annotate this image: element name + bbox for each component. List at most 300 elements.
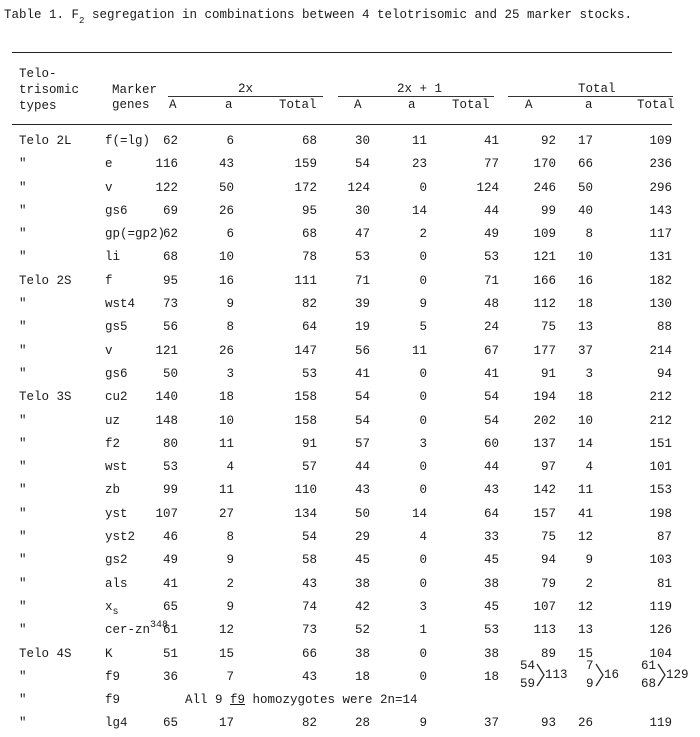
cell-total-a: 18 [577, 297, 593, 312]
marker-gene-cell [105, 457, 128, 477]
cell-total-a: 11 [577, 483, 593, 498]
row-note [185, 690, 418, 710]
marker-gene-name: f9 [105, 693, 121, 708]
telo-type-cell: " [19, 297, 27, 312]
cell-b2x1-A: 41 [354, 366, 370, 381]
marker-gene-name: f2 [105, 436, 121, 451]
cell-a2x-A: 49 [162, 553, 178, 568]
marker-gene-cell [105, 317, 128, 337]
cell-total-total: 130 [649, 297, 672, 312]
bracket-value-1: 7 [586, 658, 594, 673]
bracket-value-2: 9 [586, 676, 594, 691]
header-A-2x: A [169, 98, 177, 112]
header-type-line2: trisomic [19, 83, 80, 97]
cell-total-A: 194 [533, 390, 556, 405]
cell-total-total: 117 [649, 227, 672, 242]
marker-gene-cell [105, 154, 113, 174]
cell-a2x-total: 74 [301, 599, 317, 614]
cell-a2x-total: 53 [301, 366, 317, 381]
cell-total-A: 75 [540, 320, 556, 335]
header-gene-line1: Marker [112, 83, 158, 97]
table-row [0, 317, 700, 340]
telo-type-cell: " [19, 506, 27, 521]
telo-type-cell: " [19, 553, 27, 568]
marker-gene-cell [105, 178, 113, 198]
cell-total-total: 214 [649, 343, 672, 358]
cell-a2x-A: 51 [162, 646, 178, 661]
cell-b2x1-A: 30 [354, 134, 370, 148]
cell-total-A: 107 [533, 599, 556, 614]
marker-gene-name: v [105, 180, 113, 195]
cell-total-a: 10 [577, 250, 593, 265]
cell-a2x-a: 4 [226, 460, 234, 475]
marker-gene-name: als [105, 576, 128, 591]
cell-b2x1-A: 124 [347, 180, 370, 195]
cell-total-total: 119 [649, 716, 672, 731]
cell-total-A: 157 [533, 506, 556, 521]
header-total-2x1: Total [452, 98, 490, 112]
cell-b2x1-A: 53 [354, 250, 370, 265]
cell-a2x-a: 6 [226, 134, 234, 148]
bracket-sum: 113 [545, 667, 568, 682]
marker-gene-cell [105, 574, 128, 594]
cell-a2x-a: 9 [226, 599, 234, 614]
table-row [0, 457, 700, 480]
table-row [0, 434, 700, 457]
cell-total-A: 109 [533, 227, 556, 242]
marker-gene-name: f(=lg) [105, 134, 151, 148]
marker-gene-name: gs6 [105, 203, 128, 218]
cell-b2x1-a: 23 [411, 157, 427, 172]
cell-total-total: 182 [649, 273, 672, 288]
cell-b2x1-a: 1 [419, 623, 427, 638]
bracket-sum: 129 [666, 667, 689, 682]
cell-a2x-A: 107 [155, 506, 178, 521]
cell-b2x1-a: 0 [419, 646, 427, 661]
header-type-line1: Telo- [19, 67, 57, 81]
cell-total-a: 8 [585, 227, 593, 242]
table-row [0, 387, 700, 410]
cell-a2x-total: 43 [301, 576, 317, 591]
cell-b2x1-a: 0 [419, 460, 427, 475]
marker-gene-cell [105, 131, 150, 151]
cell-total-total: 198 [649, 506, 672, 521]
cell-b2x1-a: 3 [419, 436, 427, 451]
cell-a2x-a: 50 [218, 180, 234, 195]
table-row [0, 178, 700, 201]
marker-gene-cell [105, 620, 168, 642]
table-top-rule [12, 52, 672, 53]
table-row [0, 658, 700, 691]
marker-gene-name: uz [105, 413, 121, 428]
cell-b2x1-A: 29 [354, 530, 370, 545]
cell-a2x-A: 41 [162, 576, 178, 591]
cell-a2x-a: 9 [226, 297, 234, 312]
cell-a2x-total: 158 [294, 413, 317, 428]
cell-b2x1-a: 14 [411, 203, 427, 218]
cell-a2x-A: 46 [162, 530, 178, 545]
table-row [0, 271, 700, 294]
cell-a2x-A: 65 [162, 716, 178, 731]
marker-gene-name: cu2 [105, 390, 128, 405]
marker-gene-name: yst2 [105, 530, 136, 545]
cell-a2x-A: 68 [162, 250, 178, 265]
cell-b2x1-A: 50 [354, 506, 370, 521]
cell-b2x1-A: 52 [354, 623, 370, 638]
cell-a2x-total: 54 [301, 530, 317, 545]
table-row [0, 411, 700, 434]
cell-a2x-a: 6 [226, 227, 234, 242]
telo-type-cell: " [19, 343, 27, 358]
header-A-2x1: A [354, 98, 362, 112]
table-row [0, 201, 700, 224]
telo-type-cell: " [19, 250, 27, 265]
header-total-total: Total [637, 98, 675, 112]
cell-a2x-a: 16 [218, 273, 234, 288]
table-row [0, 597, 700, 620]
cell-a2x-total: 43 [301, 669, 317, 684]
cell-b2x1-total: 37 [483, 716, 499, 731]
cell-b2x1-total: 64 [483, 506, 499, 521]
cell-b2x1-total: 54 [483, 413, 499, 428]
cell-b2x1-a: 0 [419, 390, 427, 405]
cell-total-A: 121 [533, 250, 556, 265]
cell-a2x-total: 57 [301, 460, 317, 475]
header-group-2x: 2x [238, 82, 254, 96]
marker-gene-name: yst [105, 506, 128, 521]
cell-a2x-total: 68 [301, 134, 317, 148]
telo-type-cell: " [19, 530, 27, 545]
group-rule-2x1 [338, 96, 494, 97]
cell-b2x1-a: 0 [419, 413, 427, 428]
telo-type-cell: Telo 2L [19, 134, 72, 148]
cell-a2x-a: 18 [218, 390, 234, 405]
cell-a2x-a: 9 [226, 553, 234, 568]
cell-total-a: 18 [577, 390, 593, 405]
marker-gene-name: lg4 [105, 716, 128, 731]
cell-total-a: 3 [585, 366, 593, 381]
cell-total-total: 109 [649, 134, 672, 148]
cell-total-a: 66 [577, 157, 593, 172]
telo-type-cell: " [19, 693, 27, 708]
cell-total-total: 119 [649, 599, 672, 614]
cell-total-a: 15 [577, 646, 593, 661]
cell-a2x-a: 26 [218, 343, 234, 358]
cell-total-total: 212 [649, 390, 672, 405]
cell-total-A: 91 [540, 366, 556, 381]
cell-b2x1-a: 0 [419, 553, 427, 568]
cell-b2x1-A: 19 [354, 320, 370, 335]
cell-a2x-A: 56 [162, 320, 178, 335]
cell-b2x1-total: 33 [483, 530, 499, 545]
cell-a2x-A: 53 [162, 460, 178, 475]
cell-total-total: 81 [656, 576, 672, 591]
cell-b2x1-total: 38 [483, 576, 499, 591]
marker-gene-cell [105, 387, 128, 407]
group-rule-total [508, 96, 673, 97]
telo-type-cell: " [19, 716, 27, 731]
marker-gene-cell [105, 713, 128, 733]
cell-total-total: 151 [649, 436, 672, 451]
marker-gene-cell [105, 341, 113, 361]
bracket-value-2: 59 [520, 676, 536, 691]
cell-total-a: 37 [577, 343, 593, 358]
cell-b2x1-A: 44 [354, 460, 370, 475]
cell-total-A: 97 [540, 460, 556, 475]
cell-b2x1-total: 49 [483, 227, 499, 242]
caption-label: Table 1. [4, 8, 65, 22]
cell-total-a: 14 [577, 436, 593, 451]
cell-b2x1-A: 54 [354, 413, 370, 428]
cell-b2x1-A: 38 [354, 576, 370, 591]
cell-b2x1-a: 0 [419, 366, 427, 381]
cell-total-total: 143 [649, 203, 672, 218]
cell-b2x1-A: 71 [354, 273, 370, 288]
cell-total-a: 12 [577, 530, 593, 545]
cell-b2x1-total: 48 [483, 297, 499, 312]
cell-b2x1-total: 53 [483, 250, 499, 265]
marker-gene-cell [105, 411, 120, 431]
marker-gene-cell [105, 480, 120, 500]
telo-type-cell: Telo 2S [19, 273, 72, 288]
row-note-text: All 9 [185, 693, 231, 708]
cell-total-total: 236 [649, 157, 672, 172]
cell-b2x1-total: 53 [483, 623, 499, 638]
cell-b2x1-total: 67 [483, 343, 499, 358]
caption-text: segregation in combinations between 4 telotrisomic and 25 marker stocks. [84, 8, 633, 22]
table-row [0, 294, 700, 317]
cell-b2x1-a: 0 [419, 483, 427, 498]
cell-b2x1-total: 54 [483, 390, 499, 405]
marker-gene-cell [105, 224, 165, 244]
telo-type-cell: " [19, 227, 27, 242]
cell-b2x1-A: 57 [354, 436, 370, 451]
cell-a2x-A: 99 [162, 483, 178, 498]
cell-b2x1-a: 9 [419, 716, 427, 731]
cell-a2x-total: 158 [294, 390, 317, 405]
cell-a2x-a: 8 [226, 320, 234, 335]
table-row [0, 713, 700, 736]
telo-type-cell: " [19, 366, 27, 381]
cell-a2x-total: 66 [301, 646, 317, 661]
telo-type-cell: " [19, 623, 27, 638]
cell-a2x-A: 95 [162, 273, 178, 288]
cell-total-a: 26 [577, 716, 593, 731]
cell-a2x-A: 50 [162, 366, 178, 381]
row-note-gene: f9 [230, 693, 246, 708]
telo-type-cell: " [19, 669, 27, 684]
caption-subscript: 2 [79, 16, 85, 26]
cell-b2x1-A: 45 [354, 553, 370, 568]
telo-type-cell: Telo 4S [19, 646, 72, 661]
header-bottom-rule [12, 124, 672, 125]
header-group-total: Total [578, 82, 616, 96]
cell-total-A: 112 [533, 297, 556, 312]
cell-a2x-total: 111 [294, 273, 317, 288]
cell-b2x1-a: 11 [411, 134, 427, 148]
cell-a2x-A: 122 [155, 180, 178, 195]
cell-a2x-A: 80 [162, 436, 178, 451]
cell-b2x1-a: 0 [419, 669, 427, 684]
cell-total-total: 94 [656, 366, 672, 381]
cell-b2x1-A: 54 [354, 157, 370, 172]
cell-total-total: 88 [656, 320, 672, 335]
cell-b2x1-total: 45 [483, 553, 499, 568]
marker-gene-cell [105, 247, 120, 267]
table-row [0, 154, 700, 177]
cell-a2x-total: 134 [294, 506, 317, 521]
cell-total-total: 126 [649, 623, 672, 638]
cell-b2x1-A: 42 [354, 599, 370, 614]
table-row [0, 690, 700, 713]
cell-b2x1-a: 14 [411, 506, 427, 521]
marker-gene-cell [105, 434, 120, 454]
cell-total-A: 75 [540, 530, 556, 545]
marker-gene-name: f9 [105, 669, 121, 684]
cell-a2x-A: 62 [162, 227, 178, 242]
marker-gene-name: wst4 [105, 297, 136, 312]
marker-gene-name: f [105, 273, 113, 288]
cell-a2x-total: 147 [294, 343, 317, 358]
cell-a2x-A: 69 [162, 203, 178, 218]
cell-total-total: 131 [649, 250, 672, 265]
cell-total-total: 153 [649, 483, 672, 498]
marker-gene-name: v [105, 343, 113, 358]
table-row [0, 574, 700, 597]
cell-b2x1-a: 0 [419, 250, 427, 265]
table-row [0, 527, 700, 550]
table-row [0, 504, 700, 527]
telo-type-cell: " [19, 180, 27, 195]
marker-gene-cell [105, 294, 135, 314]
cell-total-total: 212 [649, 413, 672, 428]
telo-type-cell: " [19, 460, 27, 475]
header-a-total: a [585, 98, 593, 112]
cell-b2x1-a: 0 [419, 180, 427, 195]
cell-total-A: 170 [533, 157, 556, 172]
cell-b2x1-A: 18 [354, 669, 370, 684]
table-body [0, 131, 700, 737]
marker-gene-cell [105, 690, 120, 710]
cell-b2x1-a: 5 [419, 320, 427, 335]
cell-total-total: 296 [649, 180, 672, 195]
marker-gene-superscript: 348 [150, 620, 169, 632]
marker-gene-cell [105, 364, 128, 384]
cell-b2x1-a: 2 [419, 227, 427, 242]
cell-a2x-A: 116 [155, 157, 178, 172]
table-caption [4, 8, 633, 26]
cell-b2x1-a: 0 [419, 273, 427, 288]
cell-b2x1-a: 11 [411, 343, 427, 358]
cell-total-A: 93 [540, 716, 556, 731]
table-row [0, 247, 700, 270]
table-row [0, 341, 700, 364]
cell-total-a: 13 [577, 623, 593, 638]
cell-total-total: 87 [656, 530, 672, 545]
telo-type-cell: " [19, 599, 27, 614]
marker-gene-name: x [105, 599, 113, 614]
bracket-value-2: 68 [641, 676, 657, 691]
cell-total-A: 177 [533, 343, 556, 358]
header-total-2x: Total [279, 98, 317, 112]
cell-b2x1-total: 43 [483, 483, 499, 498]
cell-a2x-total: 68 [301, 227, 317, 242]
cell-a2x-a: 10 [218, 250, 234, 265]
header-a-2x: a [225, 98, 233, 112]
marker-gene-subscript: s [112, 606, 119, 618]
cell-a2x-total: 82 [301, 716, 317, 731]
cell-total-A: 79 [540, 576, 556, 591]
cell-total-A: 113 [533, 623, 556, 638]
table-row [0, 131, 700, 154]
telo-type-cell: " [19, 157, 27, 172]
cell-b2x1-total: 44 [483, 460, 499, 475]
cell-total-total: 101 [649, 460, 672, 475]
cell-total-a: 41 [577, 506, 593, 521]
telo-type-cell: " [19, 320, 27, 335]
cell-a2x-A: 140 [155, 390, 178, 405]
table-row [0, 480, 700, 503]
cell-total-A: 137 [533, 436, 556, 451]
cell-b2x1-A: 47 [354, 227, 370, 242]
cell-b2x1-A: 39 [354, 297, 370, 312]
marker-gene-cell [105, 597, 119, 619]
marker-gene-cell [105, 271, 113, 291]
cell-b2x1-total: 124 [476, 180, 499, 195]
table-row [0, 620, 700, 643]
marker-gene-name: K [105, 646, 113, 661]
cell-b2x1-A: 54 [354, 390, 370, 405]
cell-a2x-a: 11 [218, 436, 234, 451]
cell-a2x-a: 17 [218, 716, 234, 731]
table-row [0, 224, 700, 247]
cell-a2x-a: 7 [226, 669, 234, 684]
cell-a2x-total: 159 [294, 157, 317, 172]
marker-gene-name: zb [105, 483, 121, 498]
header-group-2x1: 2x + 1 [397, 82, 443, 96]
cell-b2x1-total: 18 [483, 669, 499, 684]
cell-a2x-A: 61 [162, 623, 178, 638]
cell-b2x1-a: 9 [419, 297, 427, 312]
cell-total-A: 99 [540, 203, 556, 218]
cell-b2x1-a: 4 [419, 530, 427, 545]
cell-a2x-total: 73 [301, 623, 317, 638]
cell-total-a: 16 [577, 273, 593, 288]
marker-gene-cell [105, 527, 135, 547]
marker-gene-name: gs6 [105, 366, 128, 381]
cell-b2x1-total: 60 [483, 436, 499, 451]
cell-a2x-total: 64 [301, 320, 317, 335]
cell-total-a: 50 [577, 180, 593, 195]
cell-total-a: 13 [577, 320, 593, 335]
cell-total-a: 17 [577, 134, 593, 148]
marker-gene-cell [105, 667, 120, 687]
cell-total-a: 12 [577, 599, 593, 614]
cell-a2x-A: 62 [162, 134, 178, 148]
header-A-total: A [525, 98, 533, 112]
cell-total-A: 166 [533, 273, 556, 288]
cell-b2x1-A: 43 [354, 483, 370, 498]
cell-total-a: 40 [577, 203, 593, 218]
cell-a2x-total: 78 [301, 250, 317, 265]
marker-gene-cell [105, 550, 128, 570]
cell-a2x-A: 121 [155, 343, 178, 358]
cell-total-a: 4 [585, 460, 593, 475]
cell-total-A: 142 [533, 483, 556, 498]
cell-a2x-a: 2 [226, 576, 234, 591]
cell-a2x-a: 10 [218, 413, 234, 428]
cell-a2x-a: 11 [218, 483, 234, 498]
